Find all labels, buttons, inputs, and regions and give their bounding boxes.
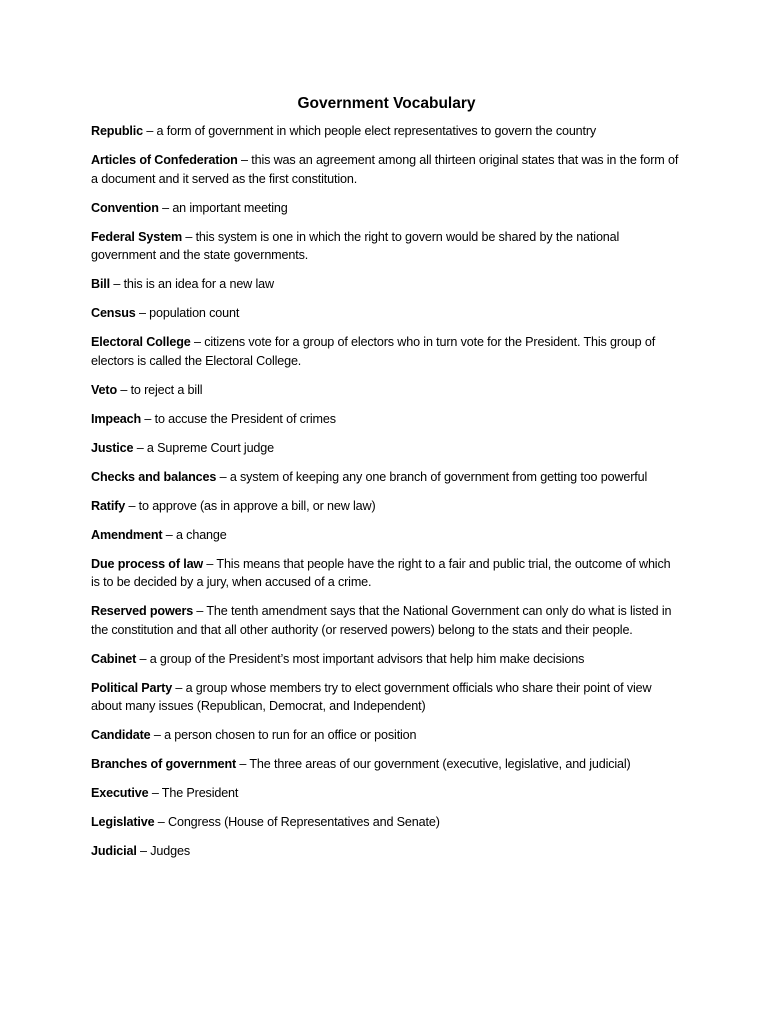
- vocab-entry-reserved-powers: [91, 602, 682, 639]
- vocab-term: Electoral College: [91, 335, 191, 349]
- vocab-definition: a form of government in which people elect representatives to govern the country: [156, 124, 597, 138]
- term-separator: –: [182, 229, 196, 244]
- vocab-entry-justice: [91, 439, 682, 458]
- term-separator: –: [136, 651, 150, 666]
- vocab-definition: to reject a bill: [130, 382, 203, 397]
- vocab-definition: a Supreme Court judge: [146, 440, 274, 455]
- term-separator: –: [142, 124, 157, 138]
- vocab-entry-checks-and-balances: [91, 468, 682, 487]
- term-separator: –: [110, 277, 124, 291]
- vocab-entry-ratify: [91, 497, 682, 516]
- vocab-term: Political Party: [91, 680, 173, 695]
- vocab-definition: citizens vote for a group of electors who in turn vote for the President. This group of electors is called the Electoral College.: [91, 335, 656, 368]
- vocab-term: Republic: [91, 124, 143, 138]
- vocab-term: Candidate: [91, 728, 151, 742]
- term-separator: –: [150, 728, 165, 742]
- term-separator: –: [162, 527, 176, 542]
- vocab-entry-republic: [91, 122, 682, 141]
- vocab-term: Census: [91, 306, 136, 320]
- vocab-definition: population count: [149, 306, 240, 320]
- vocab-term: Articles of Confederation: [91, 153, 238, 167]
- vocab-definition: a change: [175, 527, 227, 542]
- vocab-definition: to approve (as in approve a bill, or new law): [138, 498, 376, 513]
- term-separator: –: [236, 757, 250, 771]
- vocab-entry-amendment: [91, 526, 682, 545]
- term-separator: –: [141, 411, 155, 426]
- term-separator: –: [154, 815, 169, 829]
- vocab-term: Ratify: [91, 498, 126, 513]
- vocab-term: Reserved powers: [91, 604, 194, 618]
- vocab-definition: this was an agreement among all thirteen original states that was in the form of a document and it served as the first constitution.: [91, 153, 679, 186]
- vocab-definition: this system is one in which the right to govern would be shared by the national government and the state governments.: [91, 229, 620, 262]
- vocab-term: Federal System: [91, 229, 183, 244]
- vocab-definition: a group whose members try to elect government officials who share their point of view about many issues (Republican, Democrat, and Independent): [91, 680, 652, 713]
- vocab-entry-convention: [91, 199, 682, 218]
- vocab-term: Legislative: [91, 815, 155, 829]
- vocab-term: Bill: [91, 277, 110, 291]
- vocab-entry-electoral-college: [91, 333, 682, 370]
- vocab-definition: this is an idea for a new law: [123, 277, 274, 291]
- vocab-definition: The President: [161, 786, 239, 800]
- vocab-entry-legislative: [91, 813, 682, 832]
- vocab-term: Checks and balances: [91, 469, 217, 484]
- vocab-entry-veto: [91, 381, 682, 400]
- term-separator: –: [172, 680, 186, 695]
- term-separator: –: [193, 604, 207, 618]
- term-separator: –: [158, 200, 173, 215]
- vocab-term: Veto: [91, 382, 117, 397]
- vocab-entry-cabinet: [91, 650, 682, 669]
- term-separator: –: [135, 306, 150, 320]
- vocab-entry-due-process-of-law: [91, 555, 682, 592]
- term-separator: –: [237, 153, 252, 167]
- vocab-definition: a person chosen to run for an office or position: [164, 728, 417, 742]
- vocab-entry-articles-of-confederation: [91, 151, 682, 188]
- vocab-definition: The three areas of our government (executive, legislative, and judicial): [249, 757, 631, 771]
- vocab-term: Convention: [91, 200, 159, 215]
- vocab-entry-branches-of-government: [91, 755, 682, 774]
- term-separator: –: [203, 556, 217, 571]
- vocab-term: Amendment: [91, 527, 163, 542]
- vocab-entry-impeach: [91, 410, 682, 429]
- vocab-definition: Judges: [150, 844, 190, 858]
- vocab-term: Branches of government: [91, 757, 237, 771]
- vocab-term: Judicial: [91, 844, 137, 858]
- term-separator: –: [136, 844, 151, 858]
- vocab-entry-political-party: [91, 679, 682, 716]
- vocab-entry-bill: [91, 275, 682, 294]
- page-title: Government Vocabulary: [297, 95, 476, 112]
- vocab-term: Due process of law: [91, 556, 204, 571]
- vocab-definition: Congress (House of Representatives and Senate): [168, 815, 440, 829]
- term-separator: –: [125, 498, 139, 513]
- vocab-term: Cabinet: [91, 651, 137, 666]
- term-separator: –: [148, 786, 162, 800]
- term-separator: –: [117, 382, 131, 397]
- vocab-entry-executive: [91, 784, 682, 803]
- vocab-definition: a group of the President’s most important advisors that help him make decisions: [149, 651, 585, 666]
- vocab-entry-candidate: [91, 726, 682, 745]
- vocab-definition: a system of keeping any one branch of government from getting too powerful: [229, 469, 648, 484]
- term-separator: –: [133, 440, 147, 455]
- term-separator: –: [216, 469, 230, 484]
- vocab-term: Justice: [91, 440, 134, 455]
- vocab-entry-judicial: [91, 842, 682, 861]
- vocab-entry-federal-system: [91, 228, 682, 265]
- vocab-definition: This means that people have the right to a fair and public trial, the outcome of which is to be decided by a jury, when accused of a crime.: [91, 556, 671, 589]
- vocab-definition: to accuse the President of crimes: [154, 411, 336, 426]
- vocab-definition: an important meeting: [172, 200, 288, 215]
- vocab-entry-census: [91, 304, 682, 323]
- vocab-definition: The tenth amendment says that the National Government can only do what is listed in the constitution and that all other authority (or reserved powers) belong to the stats and their people.: [91, 604, 672, 637]
- vocab-term: Impeach: [91, 411, 142, 426]
- term-separator: –: [190, 335, 205, 349]
- vocab-term: Executive: [91, 786, 149, 800]
